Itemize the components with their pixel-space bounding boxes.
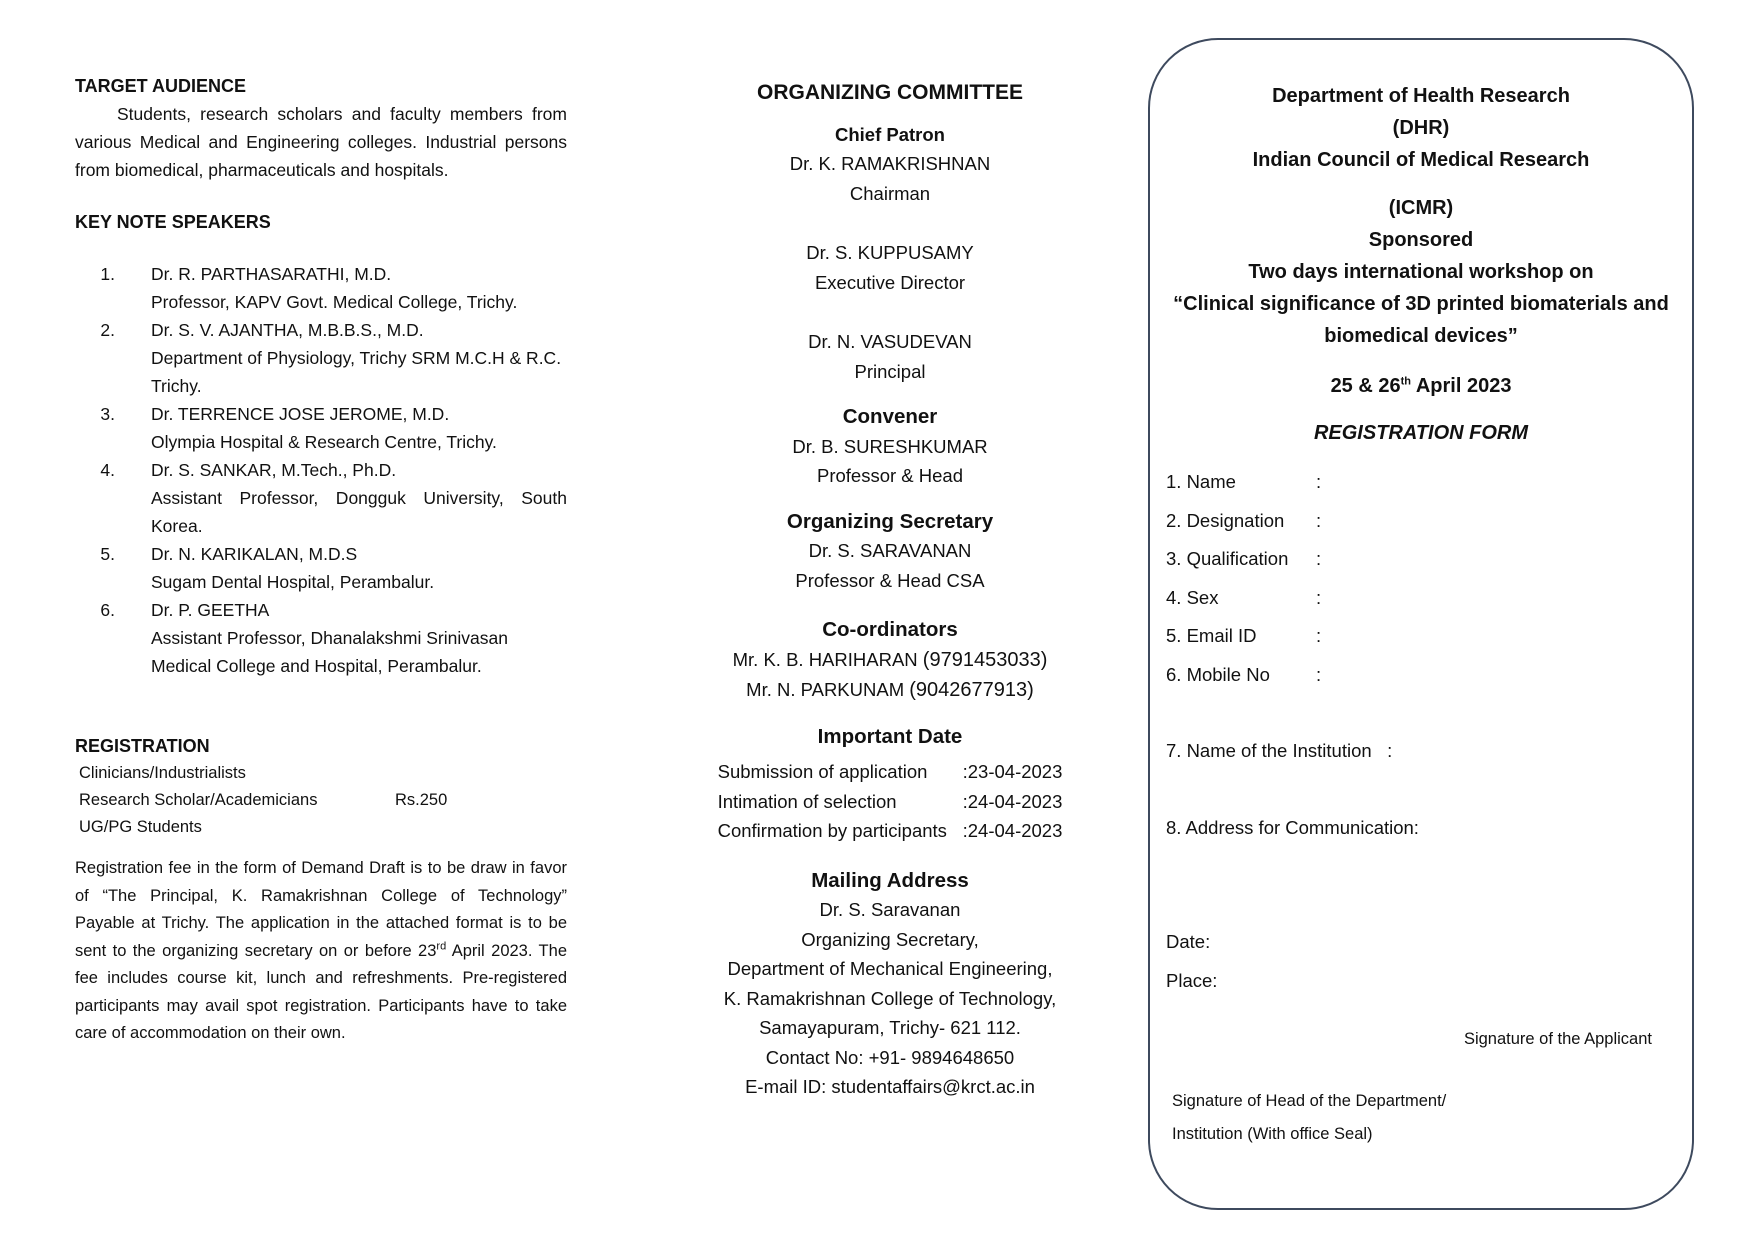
organizing-secretary-label: Organizing Secretary	[786, 509, 994, 533]
speaker-affiliation: Assistant Professor, Dhanalakshmi Srinivasan Medical College and Hospital, Perambalur.	[151, 628, 508, 676]
mailing-line: K. Ramakrishnan College of Technology,	[723, 987, 1057, 1009]
speaker-number: 6.	[100, 600, 115, 620]
mailing-line: E-mail ID: studentaffairs@krct.ac.in	[745, 1076, 1035, 1097]
coordinator-row	[690, 675, 1090, 706]
middle-column	[690, 72, 1090, 1102]
coordinator-row	[690, 645, 1090, 676]
workshop-date	[1170, 370, 1672, 402]
convener-label: Convener	[842, 405, 938, 428]
speaker-name: Dr. S. V. AJANTHA, M.B.B.S., M.D.	[151, 320, 424, 340]
speaker-item	[75, 260, 567, 316]
speaker-number: 4.	[100, 460, 115, 480]
form-field-qualification[interactable]	[1166, 540, 1692, 579]
patron-role: Chairman	[849, 182, 931, 204]
workshop-title: “Clinical significance of 3D printed biomaterials and biomedical devices”	[1173, 293, 1669, 347]
speaker-number: 5.	[100, 544, 115, 564]
fee-row	[79, 814, 567, 841]
form-field-name[interactable]	[1166, 463, 1692, 502]
registration-form-panel	[1148, 38, 1694, 1210]
speaker-name: Dr. N. KARIKALAN, M.D.S	[151, 544, 358, 564]
speaker-item	[75, 540, 567, 596]
patron-role: Executive Director	[814, 271, 966, 293]
convener-name: Dr. B. SURESHKUMAR	[792, 435, 988, 457]
head-signature-line: Signature of Head of the Department/	[1172, 1092, 1447, 1110]
speaker-affiliation: Sugam Dental Hospital, Perambalur.	[151, 572, 435, 592]
fee-amount: Rs.250	[395, 791, 448, 809]
date-label: Intimation of selection	[717, 790, 897, 812]
workshop-date-post: April 2023	[1411, 375, 1512, 397]
speakers-list	[75, 260, 567, 680]
field-label: 4. Sex	[1166, 586, 1219, 608]
speaker-item	[75, 596, 567, 680]
form-field-email[interactable]	[1166, 617, 1692, 656]
mailing-line: Contact No: +91- 9894648650	[765, 1046, 1015, 1068]
form-field-place[interactable]: Place:	[1166, 969, 1218, 991]
form-field-designation[interactable]	[1166, 502, 1692, 541]
patron-name: Dr. N. VASUDEVAN	[808, 331, 972, 352]
workshop-label: Two days international workshop on	[1248, 261, 1594, 283]
important-date-label: Important Date	[817, 724, 963, 748]
registration-fee-table	[79, 760, 567, 841]
form-field-institution[interactable]: 7. Name of the Institution :	[1166, 740, 1393, 762]
date-row	[718, 816, 1063, 846]
dept-name: Department of Health Research	[1272, 85, 1570, 107]
target-audience-heading: TARGET AUDIENCE	[75, 76, 246, 96]
speaker-item	[75, 400, 567, 456]
coordinator-phone: (9042677913)	[909, 679, 1034, 701]
form-field-address[interactable]: 8. Address for Communication:	[1166, 816, 1419, 838]
reg-note-text-end: April 2023. The fee includes course kit, lunch and refreshments. Pre-registered participants may avail spot registration. Participants have to take care of accommodation on their own.	[75, 941, 567, 1042]
speaker-number: 3.	[100, 404, 115, 424]
field-colon: :	[1316, 625, 1322, 647]
convener-role: Professor & Head	[816, 465, 963, 486]
workshop-date-pre: 25 & 26	[1330, 375, 1401, 397]
secretary-name: Dr. S. SARAVANAN	[808, 540, 972, 561]
speaker-affiliation: Professor, KAPV Govt. Medical College, Trichy.	[151, 292, 518, 312]
fee-category: Clinicians/Industrialists	[79, 764, 246, 782]
target-audience-text: Students, research scholars and faculty members from various Medical and Engineering colleges. Industrial persons from biomedical, pharmaceuticals and hospitals.	[75, 104, 567, 180]
council-abbr: (ICMR)	[1388, 197, 1454, 219]
council-name: Indian Council of Medical Research	[1252, 149, 1590, 171]
field-label: 1. Name	[1166, 471, 1236, 493]
fee-category: UG/PG Students	[79, 818, 202, 836]
speaker-affiliation: Olympia Hospital & Research Centre, Trichy.	[151, 432, 497, 452]
date-value: :24-04-2023	[962, 820, 1063, 841]
field-label: 2. Designation	[1166, 509, 1285, 531]
field-colon: :	[1316, 586, 1322, 608]
form-fields	[1166, 463, 1692, 1000]
fee-row	[79, 787, 567, 814]
mailing-address-label: Mailing Address	[811, 868, 969, 892]
field-label: 5. Email ID	[1166, 625, 1257, 647]
date-row	[718, 787, 1063, 817]
speaker-item	[75, 316, 567, 400]
reg-note-sup: rd	[436, 940, 447, 952]
fee-row	[79, 760, 567, 787]
coordinator-name: Mr. N. PARKUNAM	[746, 679, 905, 700]
chief-patron-label: Chief Patron	[835, 123, 945, 145]
speaker-name: Dr. S. SANKAR, M.Tech., Ph.D.	[151, 460, 397, 480]
speaker-number: 1.	[100, 264, 115, 284]
field-colon: :	[1316, 663, 1322, 685]
important-dates-table	[718, 757, 1063, 846]
date-value: :24-04-2023	[962, 790, 1063, 812]
speaker-number: 2.	[100, 320, 115, 340]
keynote-speakers-heading: KEY NOTE SPEAKERS	[75, 212, 271, 232]
sponsored-label: Sponsored	[1368, 229, 1474, 251]
form-field-mobile[interactable]	[1166, 656, 1692, 695]
form-field-date[interactable]: Date:	[1166, 931, 1211, 953]
speaker-affiliation: Assistant Professor, Dongguk University, South Korea.	[151, 488, 567, 536]
coordinator-phone: (9791453033)	[922, 648, 1048, 671]
registration-note	[75, 855, 567, 1048]
dept-abbr: (DHR)	[1392, 117, 1450, 139]
mailing-line: Dr. S. Saravanan	[819, 899, 961, 920]
speaker-name: Dr. TERRENCE JOSE JEROME, M.D.	[151, 404, 450, 424]
field-colon: :	[1316, 471, 1322, 493]
applicant-signature-label: Signature of the Applicant	[1463, 1030, 1652, 1048]
field-label: 6. Mobile No	[1166, 663, 1270, 685]
registration-form-title: REGISTRATION FORM	[1313, 422, 1529, 444]
field-label: 3. Qualification	[1166, 548, 1289, 570]
reg-note-text: Registration fee in the form of Demand Draft is to be draw in favor of “The Principal, K. Ramakrishnan College of Technology” Payable at Trichy. The application in the attached format is to be sent to the organizing secretary on or before 23	[75, 859, 567, 960]
date-value: :23-04-2023	[962, 761, 1063, 782]
speaker-name: Dr. P. GEETHA	[151, 600, 270, 620]
date-row	[718, 757, 1063, 787]
registration-heading: REGISTRATION	[75, 736, 210, 756]
form-field-sex[interactable]	[1166, 579, 1692, 618]
field-colon: :	[1316, 509, 1322, 531]
date-label: Confirmation by participants	[717, 820, 947, 841]
secretary-role: Professor & Head CSA	[795, 569, 985, 591]
mailing-line: Samayapuram, Trichy- 621 112.	[759, 1017, 1021, 1038]
speaker-name: Dr. R. PARTHASARATHI, M.D.	[151, 264, 392, 284]
patron-name: Dr. K. RAMAKRISHNAN	[789, 153, 991, 174]
organizing-committee-heading: ORGANIZING COMMITTEE	[757, 81, 1023, 104]
patron-role: Principal	[854, 360, 926, 382]
form-header	[1150, 80, 1692, 402]
mailing-line: Organizing Secretary,	[801, 928, 979, 950]
speaker-item	[75, 456, 567, 540]
workshop-date-sup: th	[1400, 375, 1412, 388]
fee-category: Research Scholar/Academicians	[79, 791, 318, 809]
field-colon: :	[1316, 548, 1322, 570]
speaker-affiliation: Department of Physiology, Trichy SRM M.C.H & R.C. Trichy.	[151, 348, 562, 396]
mailing-line: Department of Mechanical Engineering,	[727, 958, 1053, 979]
patron-name: Dr. S. KUPPUSAMY	[806, 242, 974, 263]
head-signature-line: Institution (With office Seal)	[1172, 1125, 1373, 1143]
coordinators-label: Co-ordinators	[822, 618, 958, 641]
date-label: Submission of application	[717, 761, 928, 782]
coordinator-name: Mr. K. B. HARIHARAN	[732, 648, 918, 670]
head-signature-label	[1172, 1085, 1692, 1151]
left-column	[75, 72, 567, 1048]
